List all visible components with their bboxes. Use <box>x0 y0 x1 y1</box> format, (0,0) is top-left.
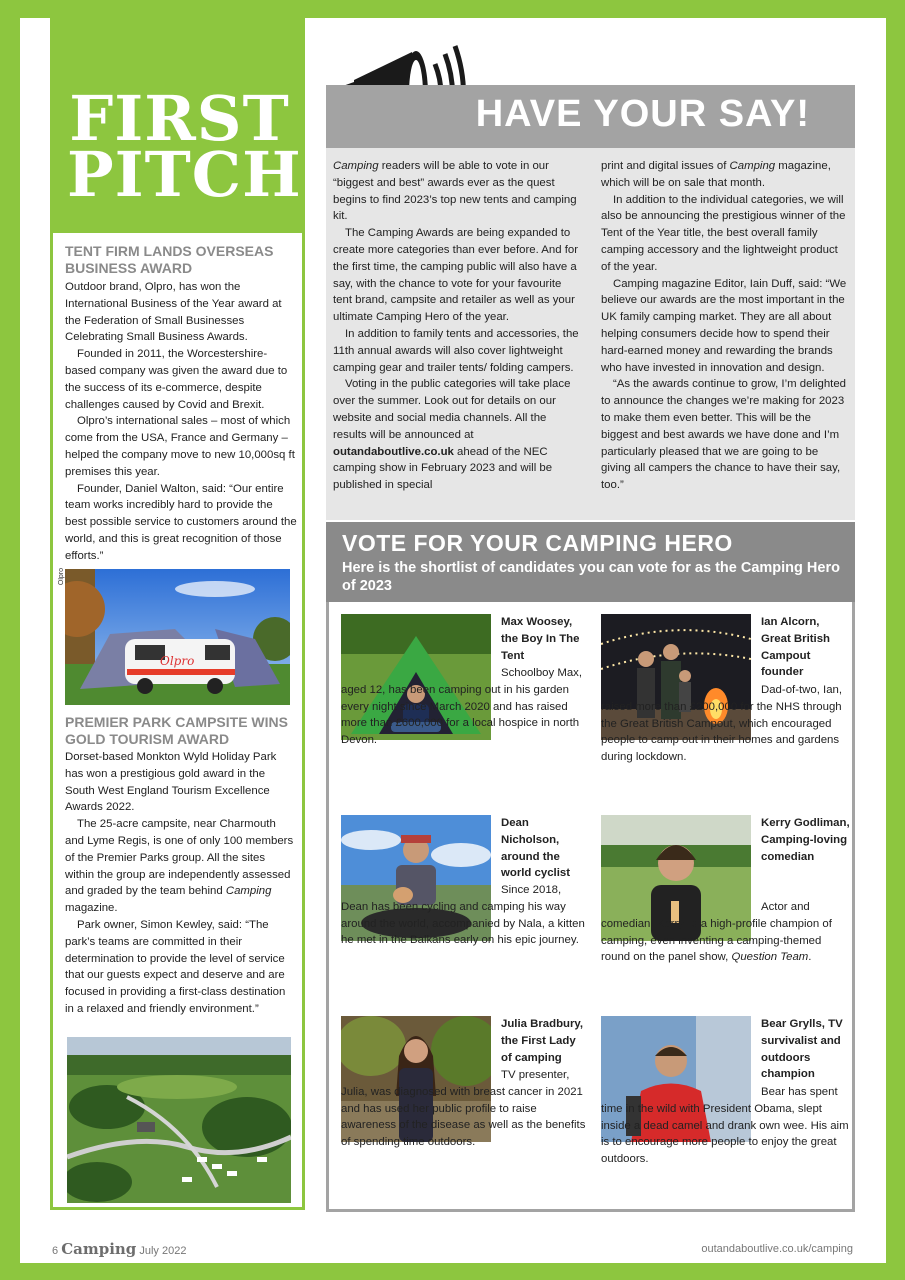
page-number: 6 <box>52 1245 59 1257</box>
bear-grylls-text: Bear has spent time in the wild with President Obama, slept inside a dead camel and drank own wee. His aim is to encourage more people to enjoy the great outdoors. <box>601 1086 849 1166</box>
ian-alcorn-text: Dad-of-two, Ian, raised more than £200,000 for the NHS through the Great British Campout, which encouraged people to camp out in their homes and gardens during lockdown. <box>601 684 843 764</box>
article2-headline: PREMIER PARK CAMPSITE WINS GOLD TOURISM AWARD <box>65 714 288 747</box>
first-pitch-header <box>53 21 302 233</box>
max-woosey-name: Max Woosey, the Boy In The Tent <box>501 616 580 662</box>
campsite-aerial-photo <box>67 1037 291 1203</box>
camping-hero-box <box>326 602 855 1212</box>
kerry-godliman-name: Kerry Godliman, Camping-loving comedian <box>761 817 850 863</box>
max-woosey-text: Schoolboy Max, aged 12, has been camping out in his garden every night since March 2020 and has raised more than £600,000 for a local hospice in north Devon. <box>341 667 583 747</box>
first-pitch-column <box>50 18 305 1210</box>
olpro-van-photo <box>65 569 290 705</box>
have-your-say-column-2: print and digital issues of Camping magazine, which will be on sale that month. In addition to the individual categories, we will also be announcing the prestigious winner of the Tent of the Year title, the best overall family camping accessory and the lightweight product of the year. Camping magazine Editor, Iain Duff, said: “We believe our awards are the most important in the UK family camping market. They are all about helping consumers decide how to spend their hard-earned money and rewarding the brands who have invested in innovation and design. “As the awards continue to grow, I’m delighted to announce the changes we’re making for 2023 to make them even better. This will be the biggest and best awards we have done and I’m particularly pleased that we are going to be giving all campers the chance to have their say, too.” <box>601 160 847 492</box>
dean-nicholson-name: Dean Nicholson, around the world cyclist <box>501 817 571 880</box>
campsite-aerial-image <box>67 1037 291 1203</box>
bear-grylls-name: Bear Grylls, TV survivalist and outdoors champion <box>761 1018 843 1081</box>
article1-headline: TENT FIRM LANDS OVERSEAS BUSINESS AWARD <box>65 243 274 276</box>
footer-issue: July 2022 <box>139 1245 187 1257</box>
have-your-say-title: HAVE YOUR SAY! <box>475 93 810 135</box>
photo-credit: Olpro <box>58 568 65 586</box>
footer-url[interactable]: outandaboutlive.co.uk/camping <box>701 1243 853 1255</box>
outandaboutlive-link[interactable]: outandaboutlive.co.uk <box>333 445 454 458</box>
olpro-van-image <box>65 569 290 705</box>
footer-brand: Camping <box>61 1240 137 1258</box>
camping-hero-title: VOTE FOR YOUR CAMPING HERO <box>342 530 733 556</box>
julia-bradbury-text: TV presenter, Julia, was diagnosed with breast cancer in 2021 and has used her public profile to raise awareness of the disease as well as the benefits of spending time outdoors. <box>341 1069 586 1149</box>
dean-nicholson-text: Since 2018, Dean has been cycling and camping his way around the world, accompanied by Nala, a kitten he met in the Balkans early on his epic journey. <box>341 884 585 947</box>
have-your-say-banner <box>326 85 855 148</box>
camping-hero-subtitle: Here is the shortlist of candidates you can vote for as the Camping Hero of 2023 <box>342 560 840 594</box>
kerry-godliman-text: Actor and comedian, Kerry, is a high-profile champion of camping, even inventing a camping-themed round on the panel show, Question Team. <box>601 901 832 964</box>
ian-alcorn-name: Ian Alcorn, Great British Campout founder <box>761 616 830 679</box>
camping-hero-banner <box>326 522 855 602</box>
first-pitch-title: FIRST PITCH <box>67 82 302 211</box>
svg-text:Olpro: Olpro <box>160 654 195 668</box>
have-your-say-column-1: Camping readers will be able to vote in our “biggest and best” awards ever as the quest begins to find 2023’s top new tents and camping kit. The Camping Awards are being expanded to create more categories than ever before. And for the first time, the camping public will also have a say, with the chance to vote for your favourite tent brand, campsite and retailer as well as your ultimate Camping Hero of the year. In addition to family tents and accessories, the 11th annual awards will also cover lightweight camping gear and trailer tents/ folding campers. Voting in the public categories will take place over the summer. Look out for details on our website and social media channels. All the results will be announced at outandaboutlive.co.uk ahead of the NEC camping show in February 2023 and will be published in special <box>333 160 579 492</box>
article2-body: Dorset-based Monkton Wyld Holiday Park has won a prestigious gold award in the South West England Tourism Excellence Awards 2022. The 25-acre campsite, near Charmouth and Lyme Regis, is one of only 100 members of the Premier Parks group. All the sites within the group are independently assessed and graded by the team behind Camping magazine. Park owner, Simon Kewley, said: “The park’s teams are committed in their determination to provide the level of service that our guests expect and deserve and are focused in providing a first-class destination in a relaxed and friendly environment.” <box>65 751 294 1015</box>
article1-body: Outdoor brand, Olpro, has won the International Business of the Year award at the Federation of Small Businesses Celebrating Small Business Awards. Founded in 2011, the Worcestershire-based company was given the award due to the success of its e-commerce, despite challenges caused by Covid and Brexit. Olpro’s international sales – most of which come from the USA, France and Germany – helped the company move to new 10,000sq ft premises this year. Founder, Daniel Walton, said: “Our entire team works incredibly hard to provide the best possible service to customers around the world, and this is great recognition of those efforts.” <box>65 281 297 562</box>
footer-left <box>52 1240 186 1258</box>
have-your-say-box <box>326 148 855 520</box>
julia-bradbury-name: Julia Bradbury, the First Lady of camping <box>501 1018 584 1064</box>
